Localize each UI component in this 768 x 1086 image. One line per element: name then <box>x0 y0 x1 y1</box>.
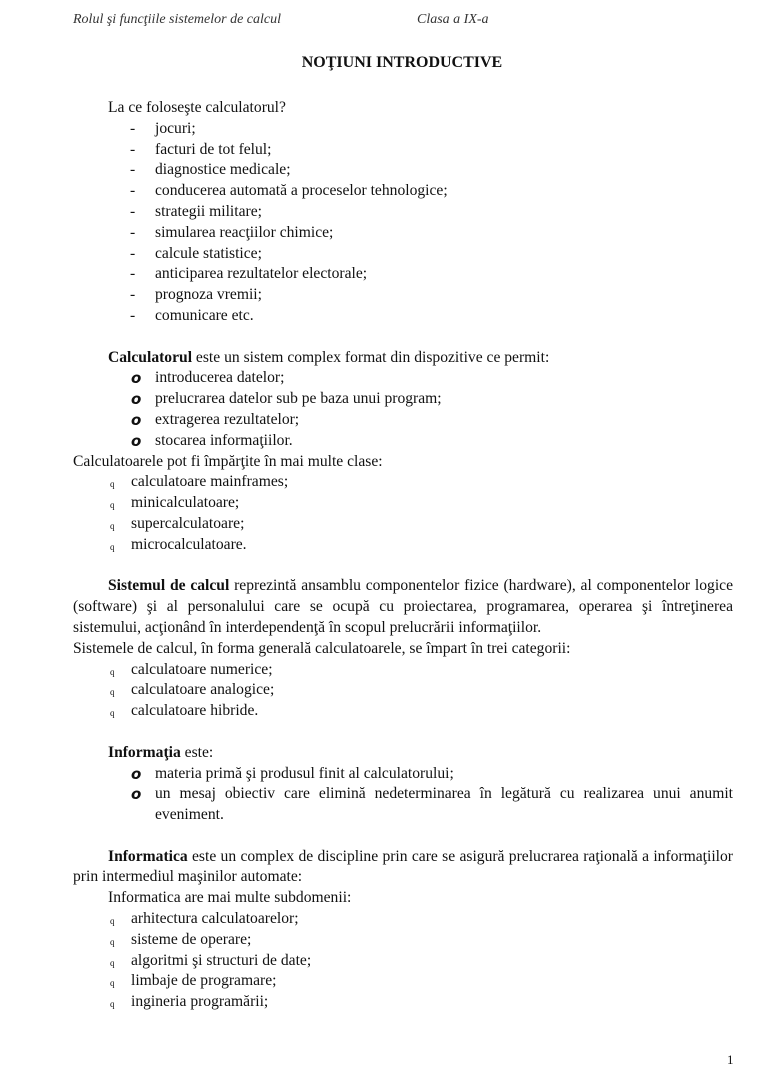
dash-marker: - <box>130 182 136 200</box>
page-header <box>73 6 695 32</box>
square-bullet-icon: q <box>110 479 115 490</box>
dash-marker: - <box>130 244 136 262</box>
square-bullet-icon: q <box>110 666 115 677</box>
list-item: o stocarea informaţiilor. <box>131 431 293 450</box>
computer-term: Calculatorul <box>108 348 193 366</box>
list-item: - jocuri; <box>73 119 733 140</box>
document-body <box>73 98 733 1013</box>
list-item: q calculatoare hibride. <box>73 701 733 722</box>
square-bullet-icon: q <box>110 999 115 1010</box>
computer-classes-intro: Calculatoarele pot fi împărţite în mai multe clase: <box>73 452 383 470</box>
dash-marker: - <box>130 306 136 324</box>
informatics-subdomains-list <box>73 909 733 1013</box>
informatics-subdomains-intro: Informatica are mai multe subdomenii: <box>108 889 352 907</box>
information-list <box>73 764 733 826</box>
square-bullet-icon: q <box>110 936 115 947</box>
list-item: q supercalculatoare; <box>73 514 733 535</box>
list-item: - simularea reacţiilor chimice; <box>73 223 733 244</box>
circle-bullet-icon: o <box>131 431 142 450</box>
square-bullet-icon: q <box>110 541 115 552</box>
square-bullet-icon: q <box>110 687 115 698</box>
list-item: q arhitectura calculatoarelor; <box>73 909 733 930</box>
informatics-definition: Informatica este un complex de discipline prin care se asigură prelucrarea raţională a informaţiilor prin intermediul maşinilor automate: <box>73 847 733 886</box>
dash-marker: - <box>130 202 136 220</box>
information-definition: Informaţia este: <box>108 743 214 761</box>
square-bullet-icon: q <box>110 500 115 511</box>
list-item: q algoritmi şi structuri de date; <box>73 951 733 972</box>
circle-bullet-icon: o <box>131 369 142 388</box>
list-item: - comunicare etc. <box>73 306 733 327</box>
list-item: o extragerea rezultatelor; <box>131 410 300 429</box>
square-bullet-icon: q <box>110 957 115 968</box>
uses-list <box>73 119 733 327</box>
list-item: o un mesaj obiectiv care elimină nedeterminarea în legătură cu realizarea unui anumit eveniment. <box>131 785 733 824</box>
list-item: - strategii militare; <box>73 202 733 223</box>
list-item: q sisteme de operare; <box>73 930 733 951</box>
list-item: q calculatoare analogice; <box>73 680 733 701</box>
list-item: - calcule statistice; <box>73 244 733 265</box>
page-title: NOŢIUNI INTRODUCTIVE <box>301 54 503 71</box>
list-item: q limbaje de programare; <box>73 971 733 992</box>
list-item: - diagnostice medicale; <box>73 160 733 181</box>
list-item: q calculatoare numerice; <box>73 660 733 681</box>
dash-marker: - <box>130 223 136 241</box>
system-definition: Sistemul de calcul reprezintă ansamblu componentelor fizice (hardware), al componentelor logice (software) şi al personalului care se ocupă cu proiectarea, programarea, operarea şi întreţinerea sistemului, acţionând în interdependenţă în scopul prelucrării informaţiilor. <box>73 577 733 636</box>
header-course-title: Rolul şi funcţiile sistemelor de calcul <box>73 12 282 27</box>
circle-bullet-icon: o <box>131 410 142 429</box>
system-categories-intro: Sistemele de calcul, în forma generală calculatoarele, se împart în trei categorii: <box>73 639 571 657</box>
computer-definition: Calculatorul este un sistem complex format din dispozitive ce permit: <box>108 348 550 366</box>
circle-bullet-icon: o <box>131 785 142 804</box>
list-item: - anticiparea rezultatelor electorale; <box>73 264 733 285</box>
list-item: q minicalculatoare; <box>73 493 733 514</box>
dash-marker: - <box>130 265 136 283</box>
square-bullet-icon: q <box>110 978 115 989</box>
header-class-label: Clasa a IX-a <box>417 12 489 27</box>
list-item: - prognoza vremii; <box>73 285 733 306</box>
circle-bullet-icon: o <box>131 764 142 783</box>
uses-question: La ce foloseşte calculatorul? <box>108 99 286 116</box>
list-item: q ingineria programării; <box>73 992 733 1013</box>
computer-classes-list <box>73 472 733 555</box>
square-bullet-icon: q <box>110 520 115 531</box>
circle-bullet-icon: o <box>131 390 142 409</box>
computer-functions-list <box>73 368 733 451</box>
list-item: o prelucrarea datelor sub pe baza unui program; <box>131 390 442 409</box>
dash-marker: - <box>130 161 136 179</box>
square-bullet-icon: q <box>110 916 115 927</box>
list-item: - facturi de tot felul; <box>73 140 733 161</box>
dash-marker: - <box>130 140 136 158</box>
informatics-term: Informatica <box>108 847 188 865</box>
system-categories-list <box>73 660 733 722</box>
list-item: q calculatoare mainframes; <box>73 472 733 493</box>
system-term: Sistemul de calcul <box>108 577 230 595</box>
dash-marker: - <box>130 286 136 304</box>
list-item: o introducerea datelor; <box>131 369 285 388</box>
information-term: Informaţia <box>108 743 181 761</box>
list-item: o materia primă şi produsul finit al calculatorului; <box>131 764 454 783</box>
list-item: - conducerea automată a proceselor tehnologice; <box>73 181 733 202</box>
dash-marker: - <box>130 119 136 137</box>
square-bullet-icon: q <box>110 708 115 719</box>
list-item: q microcalculatoare. <box>73 535 733 556</box>
page-number: 1 <box>727 1052 734 1067</box>
